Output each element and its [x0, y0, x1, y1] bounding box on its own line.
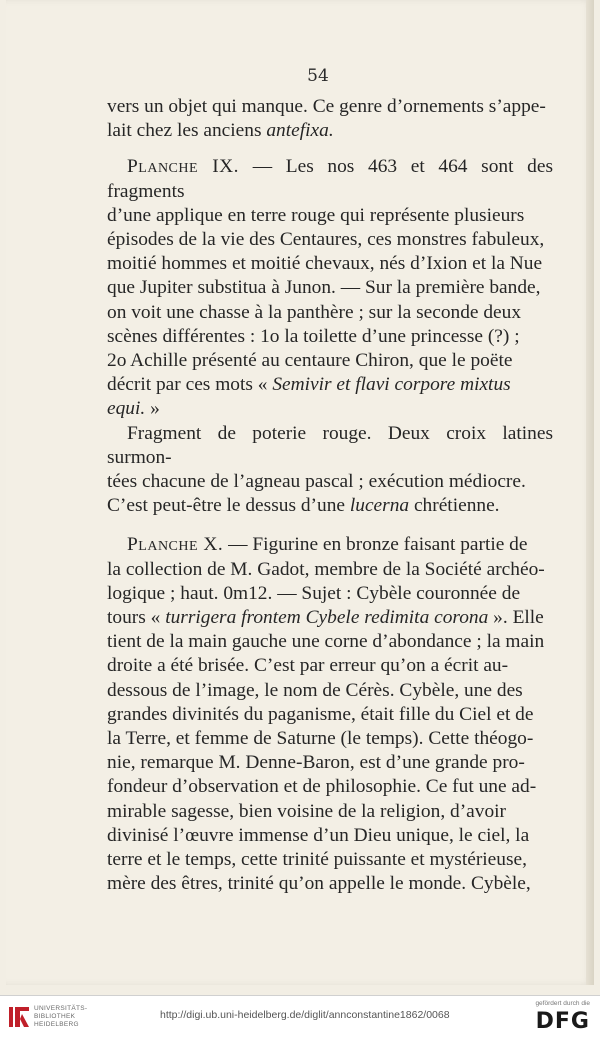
university-logo-icon — [8, 1004, 30, 1030]
source-link[interactable]: http://digi.ub.uni-heidelberg.de/diglit/annconstantine1862/0068 — [160, 1009, 450, 1021]
text-line: logique ; haut. 0m12. — Sujet : Cybèle couronnée de — [107, 582, 521, 604]
section-heading: Planche X. — [127, 534, 224, 556]
text-line: décrit par ces mots « Semivir et flavi corpore mixtus — [107, 374, 511, 396]
text-line: la collection de M. Gadot, membre de la Société archéo- — [107, 558, 545, 580]
text-line: vers un objet qui manque. Ce genre d’ornements s’appe- — [107, 96, 546, 117]
text-line: fondeur d’observation et de philosophie. Ce fut une ad- — [107, 776, 537, 798]
text-line: nie, remarque M. Denne-Baron, est d’une grande pro- — [107, 752, 525, 774]
text-line: droite a été brisée. C’est par erreur qu’on a écrit au- — [107, 655, 509, 677]
text-line: Planche X. — Figurine en bronze faisant partie de — [127, 534, 528, 556]
section-heading: Planche IX. — [127, 156, 240, 178]
text-line: la Terre, et femme de Saturne (le temps). Cette théogo- — [107, 728, 534, 750]
text-line: Planche IX. — Les nos 463 et 464 sont des fragments — [107, 156, 553, 202]
book-page — [6, 0, 594, 985]
page-edge — [586, 0, 594, 985]
text-line: lait chez les anciens antefixa. — [107, 120, 334, 142]
text-line: terre et le temps, cette trinité puissante et mystérieuse, — [107, 849, 527, 871]
text-line: tours « turrigera frontem Cybele redimita corona ». Elle — [107, 607, 544, 629]
library-name: UNIVERSITÄTS- BIBLIOTHEK HEIDELBERG — [34, 1005, 88, 1028]
dfg-logo: DFG — [535, 1009, 590, 1034]
text-line: C’est peut-être le dessus d’une lucerna chrétienne. — [107, 495, 500, 517]
text-line: mère des êtres, trinité qu’on appelle le monde. Cybèle, — [107, 873, 531, 895]
text-line: d’une applique en terre rouge qui représente plusieurs — [107, 204, 525, 226]
text-line: Fragment de poterie rouge. Deux croix latines surmon- — [107, 422, 553, 468]
text-line: equi. » — [107, 398, 160, 420]
text-line: divinisé l’œuvre immense d’un Dieu unique, le ciel, la — [107, 824, 530, 846]
text-line: moitié hommes et moitié chevaux, nés d’Ixion et la Nue — [107, 253, 543, 275]
text-line: mirable sagesse, bien voisine de la religion, d’avoir — [107, 800, 507, 822]
text-line: grandes divinités du paganisme, était fille du Ciel et de — [107, 703, 534, 725]
text-line: épisodes de la vie des Centaures, ces monstres fabuleux, — [107, 229, 545, 251]
footer-bar — [0, 995, 600, 1041]
page-text — [107, 95, 553, 897]
text-line: on voit une chasse à la panthère ; sur la seconde deux — [107, 301, 522, 323]
sponsor-caption: gefördert durch die — [535, 1000, 590, 1007]
text-line: que Jupiter substitua à Junon. — Sur la première bande, — [107, 277, 541, 299]
text-line: dessous de l’image, le nom de Cérès. Cybèle, une des — [107, 679, 523, 701]
page-number: 54 — [307, 66, 329, 86]
text-line: scènes différentes : 1o la toilette d’une princesse (?) ; — [107, 325, 520, 347]
text-line: tient de la main gauche une corne d’abondance ; la main — [107, 631, 545, 653]
text-line: tées chacune de l’agneau pascal ; exécution médiocre. — [107, 471, 526, 493]
text-line: 2o Achille présenté au centaure Chiron, que le poëte — [107, 350, 513, 372]
